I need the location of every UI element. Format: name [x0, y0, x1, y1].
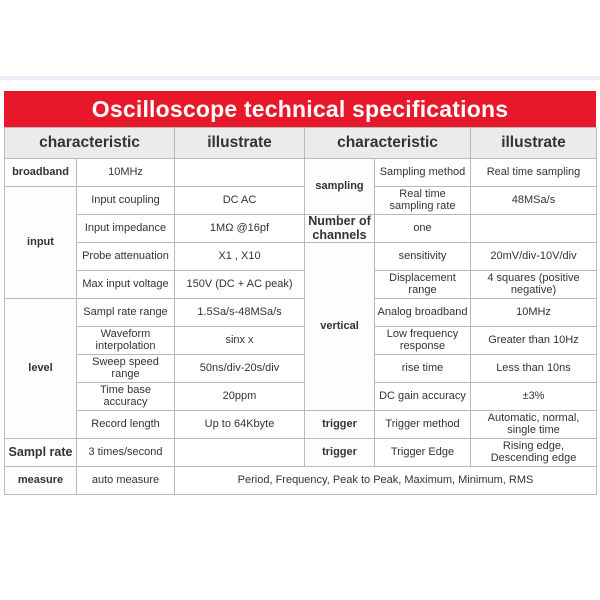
- category-level: level: [5, 299, 77, 439]
- trigger-method-value: Automatic, normal, single time: [471, 411, 597, 439]
- sweep-speed-range-value: 50ns/div-20s/div: [175, 355, 305, 383]
- top-background: [0, 0, 600, 80]
- probe-attenuation-value: X1 , X10: [175, 243, 305, 271]
- table-row: [5, 355, 597, 383]
- table-row: [5, 411, 597, 439]
- trigger-edge-name: Trigger Edge: [375, 439, 471, 467]
- realtime-rate-value: 48MSa/s: [471, 187, 597, 215]
- category-measure: measure: [5, 467, 77, 495]
- category-sampl-rate: Sampl rate: [5, 439, 77, 467]
- rise-time-value: Less than 10ns: [471, 355, 597, 383]
- sampling-method-value: Real time sampling: [471, 159, 597, 187]
- sampl-rate-range-value: 1.5Sa/s-48MSa/s: [175, 299, 305, 327]
- table-row: [5, 159, 597, 187]
- category-channels: Number of channels: [305, 215, 375, 243]
- record-length-name: Record length: [77, 411, 175, 439]
- header-illustrate-right: illustrate: [471, 128, 597, 159]
- sensitivity-name: sensitivity: [375, 243, 471, 271]
- displacement-range-name: Displacement range: [375, 271, 471, 299]
- category-broadband: broadband: [5, 159, 77, 187]
- channels-illustrate: [471, 215, 597, 243]
- page-title: Oscilloscope technical specifications: [91, 95, 509, 122]
- table-row: [5, 215, 597, 243]
- table-row: [5, 243, 597, 271]
- category-trigger-edge: trigger: [305, 439, 375, 467]
- waveform-interpolation-value: sinx x: [175, 327, 305, 355]
- spec-table: [4, 127, 597, 495]
- header-characteristic-right: characteristic: [305, 128, 471, 159]
- probe-attenuation-name: Probe attenuation: [77, 243, 175, 271]
- table-row: [5, 327, 597, 355]
- record-length-value: Up to 64Kbyte: [175, 411, 305, 439]
- title-banner: [4, 91, 596, 127]
- input-coupling-name: Input coupling: [77, 187, 175, 215]
- measure-name: auto measure: [77, 467, 175, 495]
- header-row: [5, 128, 597, 159]
- header-characteristic-left: characteristic: [5, 128, 175, 159]
- broadband-illustrate: [175, 159, 305, 187]
- header-illustrate-left: illustrate: [175, 128, 305, 159]
- channels-value: one: [375, 215, 471, 243]
- category-input: input: [5, 187, 77, 299]
- category-sampling: sampling: [305, 159, 375, 215]
- waveform-interpolation-name: Waveform interpolation: [77, 327, 175, 355]
- dc-gain-accuracy-value: ±3%: [471, 383, 597, 411]
- analog-broadband-name: Analog broadband: [375, 299, 471, 327]
- time-base-accuracy-value: 20ppm: [175, 383, 305, 411]
- sweep-speed-range-name: Sweep speed range: [77, 355, 175, 383]
- category-trigger-method: trigger: [305, 411, 375, 439]
- top-divider: [0, 76, 600, 80]
- low-frequency-response-name: Low frequency response: [375, 327, 471, 355]
- sampling-method-name: Sampling method: [375, 159, 471, 187]
- broadband-value: 10MHz: [77, 159, 175, 187]
- table-row: [5, 271, 597, 299]
- trigger-edge-value: Rising edge, Descending edge: [471, 439, 597, 467]
- sampl-rate-illustrate: [175, 439, 305, 467]
- time-base-accuracy-name: Time base accuracy: [77, 383, 175, 411]
- low-frequency-response-value: Greater than 10Hz: [471, 327, 597, 355]
- table-row: [5, 299, 597, 327]
- input-impedance-value: 1MΩ @16pf: [175, 215, 305, 243]
- category-vertical: vertical: [305, 243, 375, 411]
- realtime-rate-name: Real time sampling rate: [375, 187, 471, 215]
- dc-gain-accuracy-name: DC gain accuracy: [375, 383, 471, 411]
- table-row: [5, 467, 597, 495]
- max-input-voltage-name: Max input voltage: [77, 271, 175, 299]
- analog-broadband-value: 10MHz: [471, 299, 597, 327]
- sampl-rate-value: 3 times/second: [77, 439, 175, 467]
- table-row: [5, 187, 597, 215]
- max-input-voltage-value: 150V (DC + AC peak): [175, 271, 305, 299]
- table-row: [5, 383, 597, 411]
- input-coupling-value: DC AC: [175, 187, 305, 215]
- measure-value: Period, Frequency, Peak to Peak, Maximum, Minimum, RMS: [175, 467, 597, 495]
- sampl-rate-range-name: Sampl rate range: [77, 299, 175, 327]
- input-impedance-name: Input impedance: [77, 215, 175, 243]
- sensitivity-value: 20mV/div-10V/div: [471, 243, 597, 271]
- trigger-method-name: Trigger method: [375, 411, 471, 439]
- rise-time-name: rise time: [375, 355, 471, 383]
- table-row: [5, 439, 597, 467]
- displacement-range-value: 4 squares (positive negative): [471, 271, 597, 299]
